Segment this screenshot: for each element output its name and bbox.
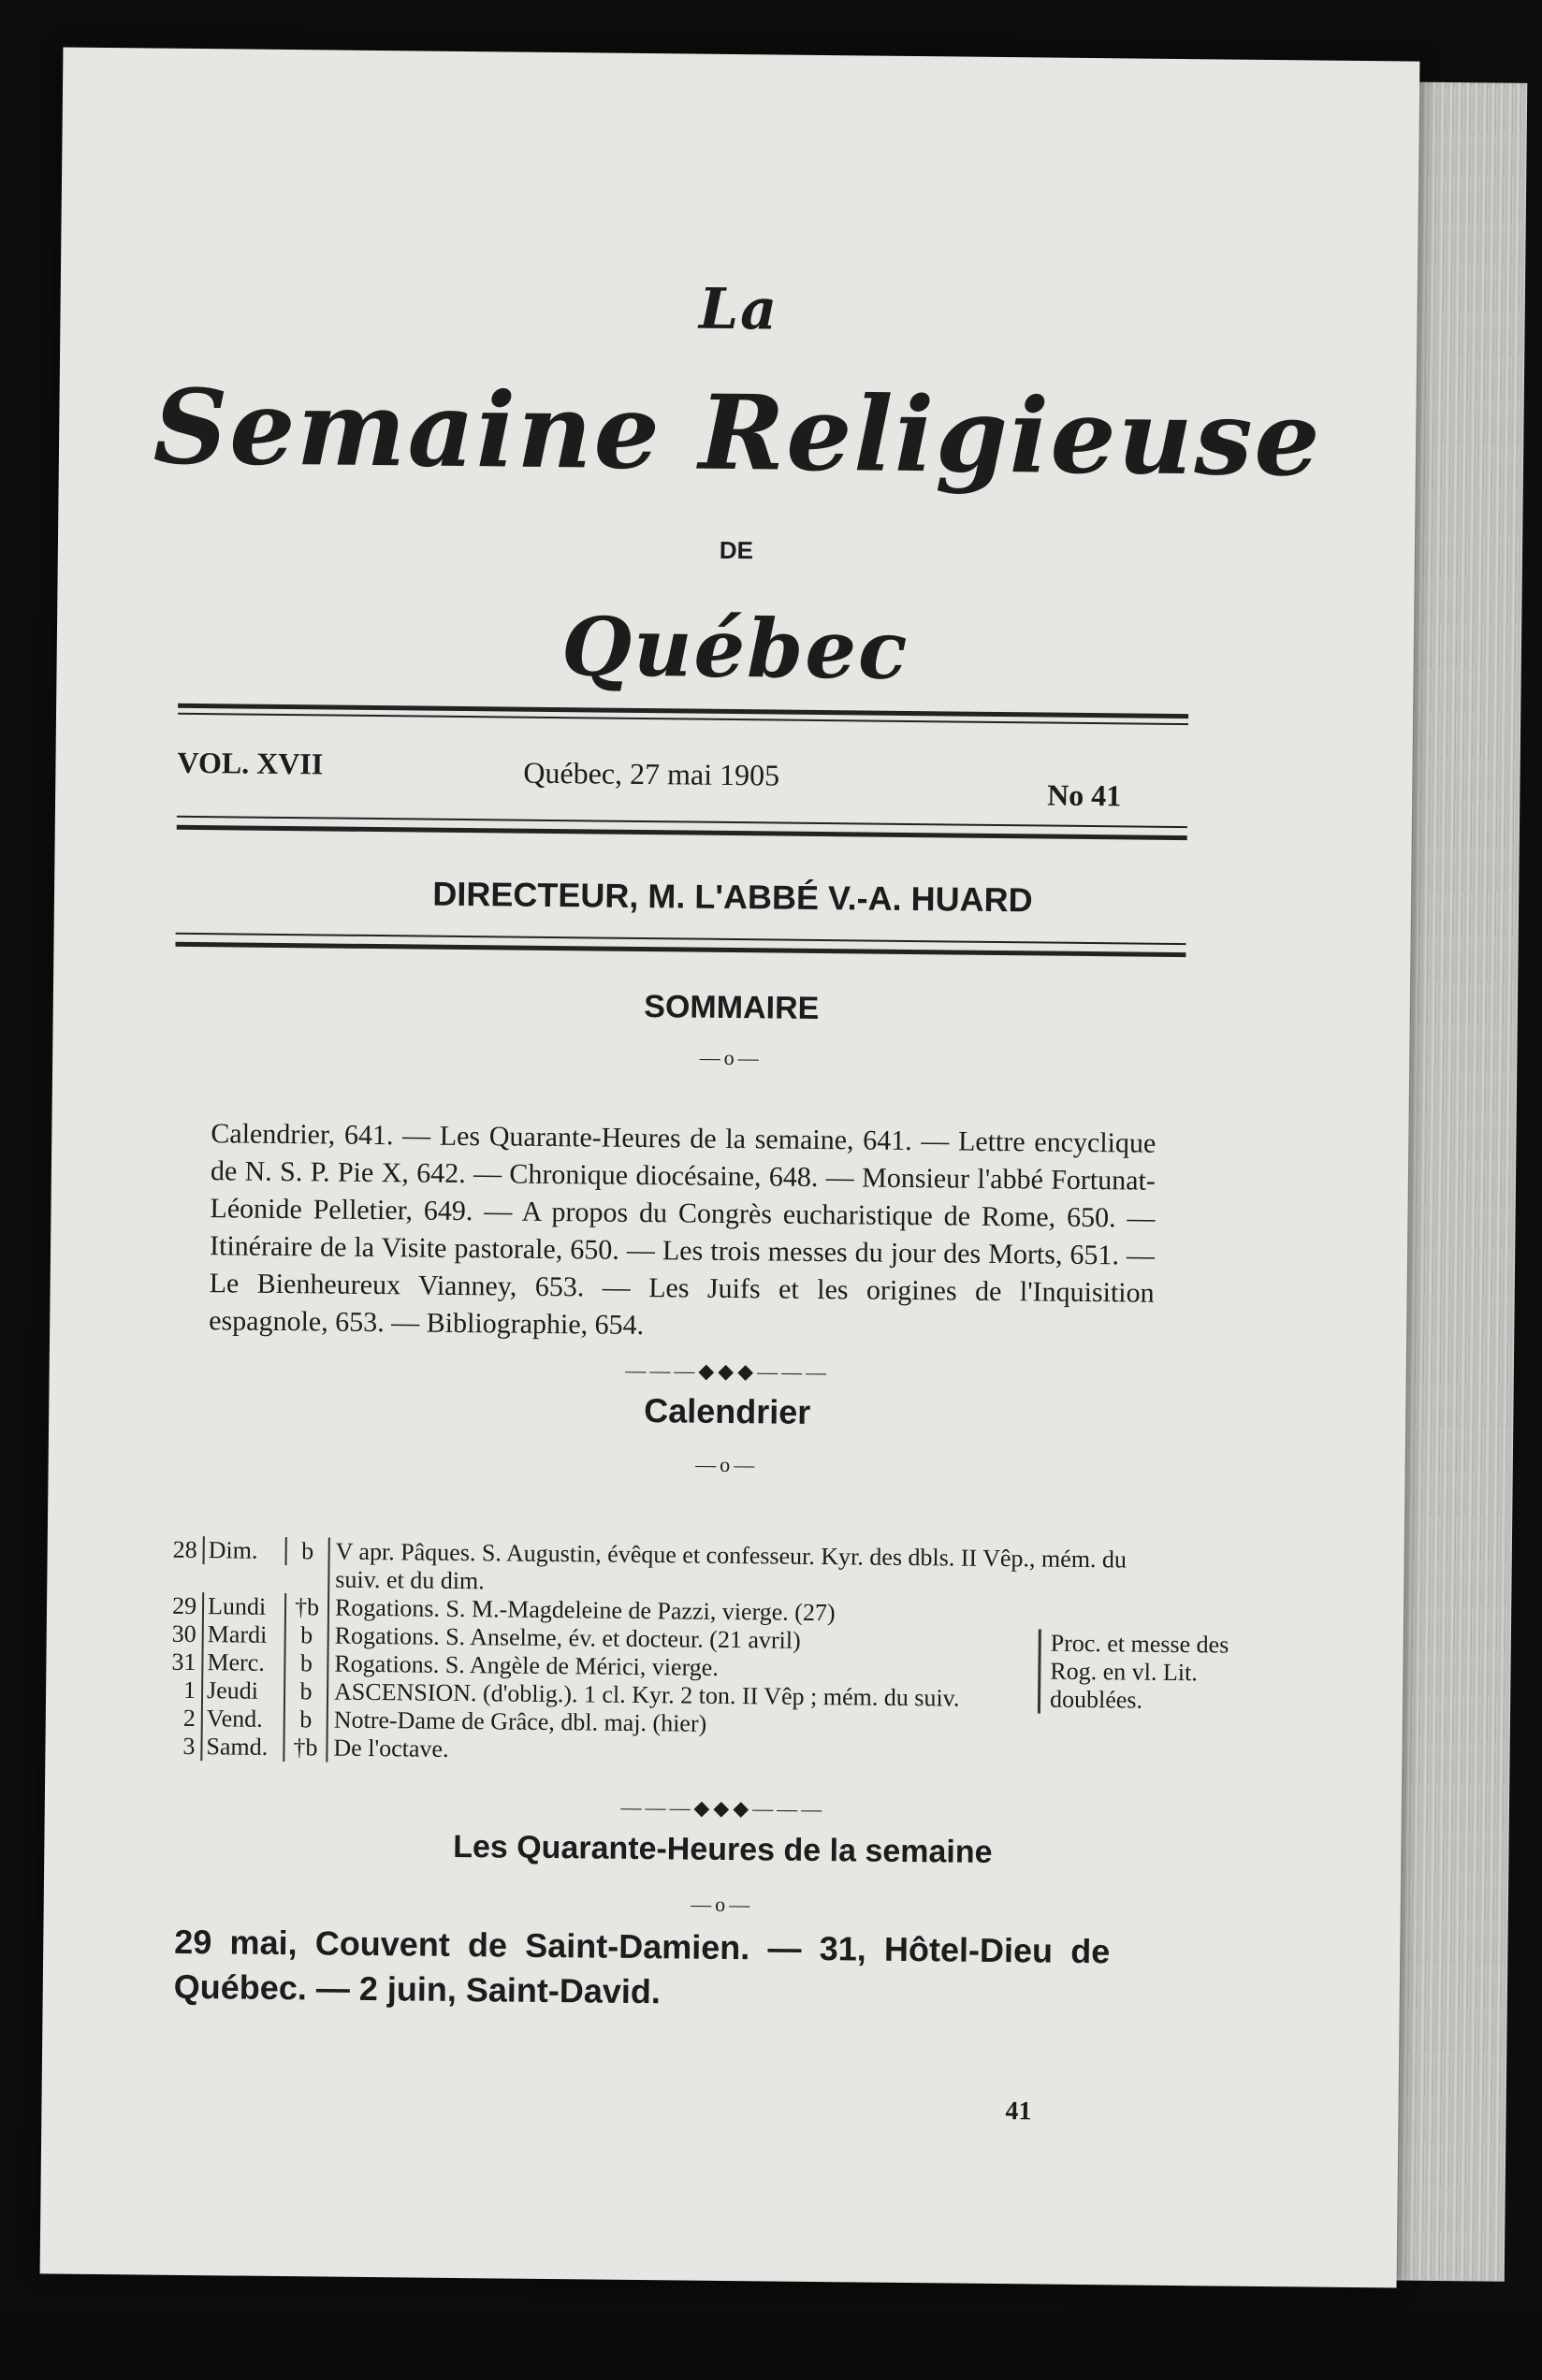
cal-rank: b (284, 1705, 327, 1734)
cal-day: Jeudi (201, 1676, 284, 1705)
sommaire-heading: SOMMAIRE (644, 989, 820, 1026)
cal-day: Dim. (203, 1536, 285, 1565)
cal-rank: †b (283, 1734, 326, 1762)
volume-label: VOL. XVII (177, 745, 324, 781)
rule-top (178, 704, 1188, 718)
masthead-city: Québec (560, 600, 910, 698)
sommaire-text: Calendrier, 641. — Les Quarante-Heures de la semaine, 641. — Lettre encyclique de N. S. P. Pie X, 642. — Chronique diocésaine, 648. — Monsieur l'abbé Fortunat-Léonide Pelletier, 649. — A propos du Congrès eucharistique de Rome, 650. — Itinéraire de la Visite pastorale, 650. — Les trois messes du jour des Morts, 651. — Le Bienheureux Vianney, 653. — Les Juifs et les origines de l'Inquisition espagnole, 653. — Bibliographie, 654. (209, 1118, 1156, 1342)
cal-date: 31 (171, 1647, 196, 1676)
cal-desc: Notre-Dame de Grâce, dbl. maj. (hier) (327, 1706, 1169, 1743)
masthead-de: DE (719, 535, 754, 565)
masthead-article: La (698, 276, 779, 343)
cal-day: Vend. (201, 1705, 284, 1734)
quarante-heading: Les Quarante-Heures de la semaine (452, 1828, 993, 1870)
cal-rank: b (285, 1537, 328, 1565)
cal-desc: ASCENSION. (d'oblig.). 1 cl. Kyr. 2 ton. II Vêp ; mém. du suiv. (327, 1678, 1169, 1715)
quarante-divider: ———◆◆◆——— (620, 1794, 826, 1821)
cal-rank: b (284, 1649, 327, 1677)
cal-date: 3 (182, 1732, 196, 1761)
issue-date: Québec, 27 mai 1905 (523, 755, 780, 792)
masthead-title: Semaine Religieuse (153, 366, 1323, 500)
cal-day: Samd. (200, 1733, 283, 1762)
cal-rank: b (284, 1677, 327, 1705)
cal-date: 28 (172, 1535, 197, 1564)
quarante-ornament: —o— (691, 1892, 754, 1917)
cal-date: 1 (182, 1676, 196, 1705)
rule-mid (177, 825, 1187, 840)
director-line: DIRECTEUR, M. L'ABBÉ V.-A. HUARD (432, 874, 1033, 920)
cal-date: 30 (171, 1619, 196, 1648)
cal-rank: †b (284, 1593, 327, 1621)
cal-date: 29 (171, 1591, 197, 1620)
quarante-text: 29 mai, Couvent de Saint-Damien. — 31, Hôtel-Dieu de Québec. — 2 juin, Saint-David. (173, 1922, 1111, 2011)
journal-page (40, 47, 1420, 2287)
cal-day: Mardi (202, 1620, 284, 1649)
cal-rank: b (284, 1621, 327, 1649)
film-frame-border (0, 2311, 1542, 2380)
cal-desc: De l'octave. (326, 1734, 1168, 1771)
calendrier-note: Proc. et messe des Rog. en vl. Lit. doublées. (1038, 1629, 1257, 1715)
calendrier-ornament: —o— (695, 1452, 759, 1477)
calendrier-table (148, 1535, 1229, 1771)
issue-number: No 41 (1047, 777, 1122, 813)
sommaire-ornament: —o— (699, 1045, 763, 1070)
cal-date: 2 (182, 1704, 196, 1733)
cal-desc: Rogations. S. M.-Magdeleine de Pazzi, vierge. (27) (327, 1594, 1170, 1631)
rule-dir (175, 942, 1186, 957)
calendrier-heading: Calendrier (644, 1391, 811, 1431)
page-number: 41 (1005, 2097, 1032, 2126)
cal-desc: Rogations. S. Anselme, év. et docteur. (21 avril) (327, 1622, 1170, 1659)
cal-desc: V apr. Pâques. S. Augustin, évêque et confesseur. Kyr. des dbls. II Vêp., mém. du suiv. et du dim. (327, 1538, 1171, 1603)
cal-day: Merc. (201, 1648, 284, 1677)
cal-day: Lundi (202, 1592, 284, 1621)
table-row (150, 1536, 1171, 1603)
calendrier-divider: ———◆◆◆——— (625, 1357, 831, 1385)
cal-desc: Rogations. S. Angèle de Mérici, vierge. (327, 1650, 1169, 1687)
